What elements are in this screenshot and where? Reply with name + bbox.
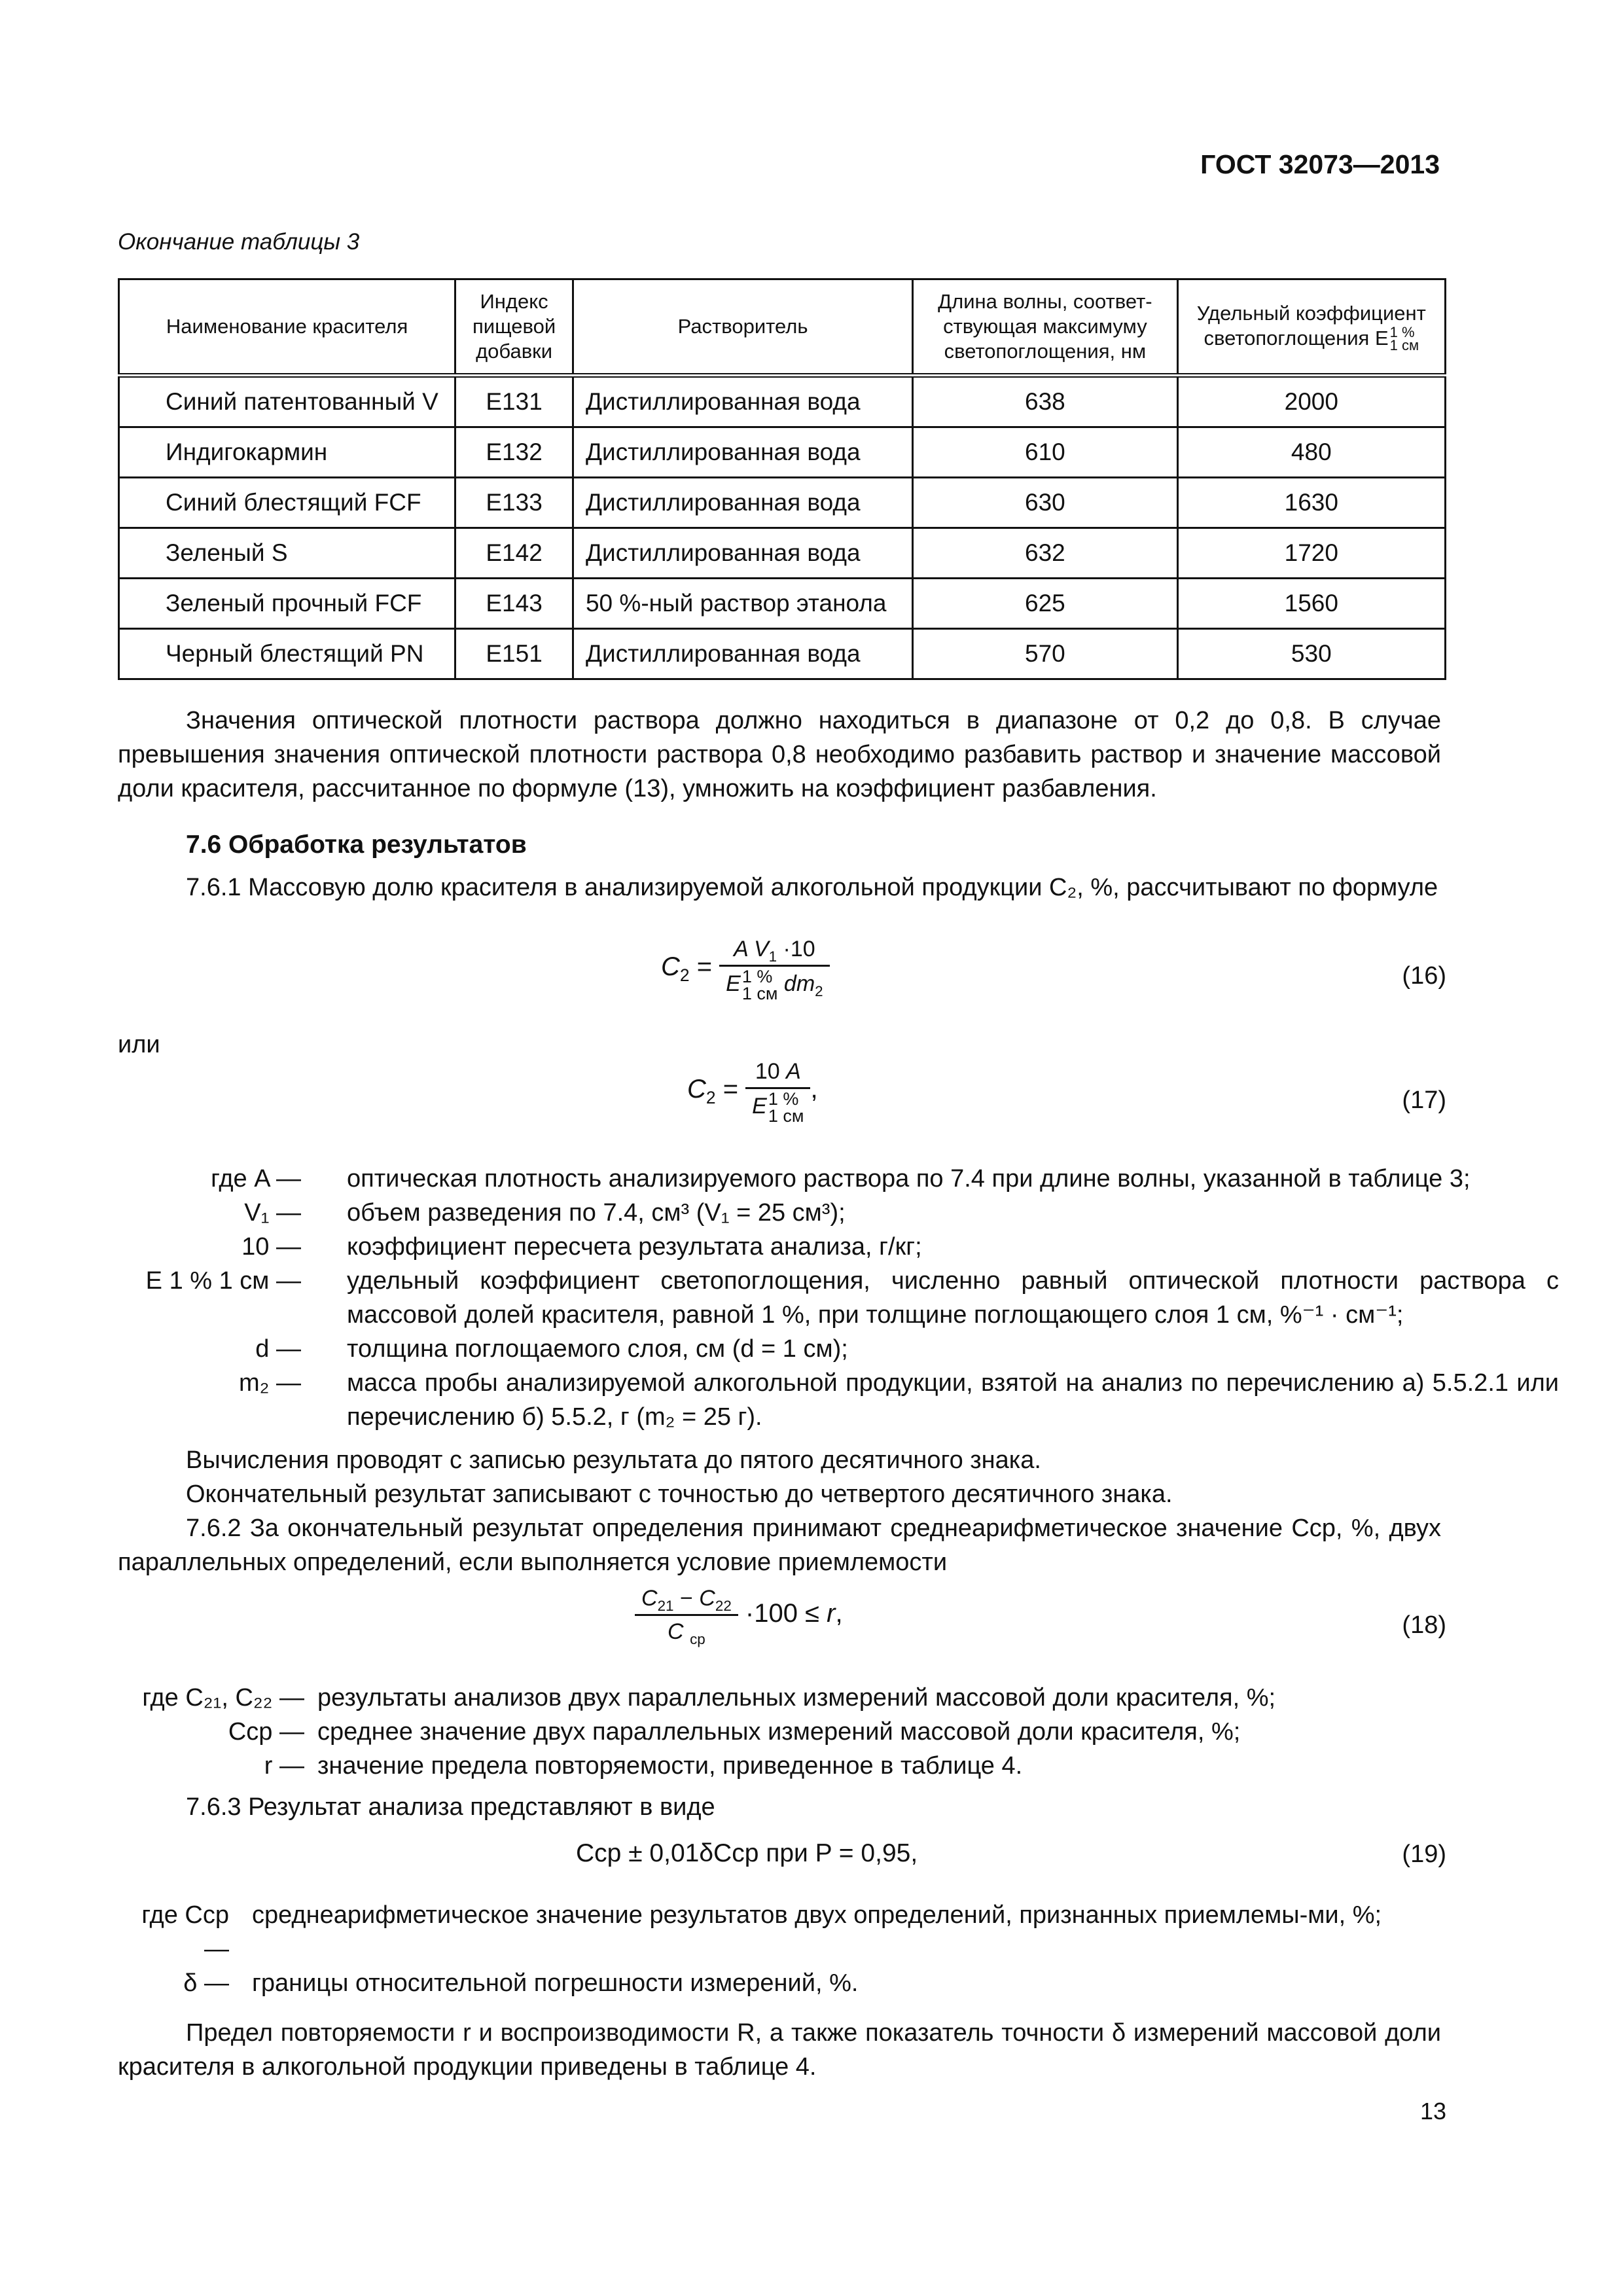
table-row [119,376,1446,427]
header-wavelength: Длина волны, соответ-ствующая максимуму светопоглощения, нм [913,279,1177,376]
page-number: 13 [1419,2098,1446,2125]
header-additive-index: Индекс пищевой добавки [455,279,573,376]
legend-definition: значение предела повторяемости, приведенное в таблице 4. [317,1752,1023,1780]
legend-symbol: δ — [183,1969,229,1997]
formula-19: Cср ± 0,01δCср при P = 0,95, [576,1839,918,1867]
formula-16: $C_2$ = A $V_1 \cdot 10$ E1 % 1 см $dm_2$ [661,935,830,1002]
legend-definition: среднее значение двух параллельных измерений массовой доли красителя, %; [317,1718,1241,1746]
paragraph-762: 7.6.2 За окончательный результат определения принимают среднеарифметическое значение Cср, %, двух параллельных определений, если выполняется условие приемлемости [118,1515,1441,1576]
table-row [119,579,1446,629]
paragraph-final: Предел повторяемости r и воспроизводимости R, а также показатель точности δ измерений массовой доли красителя в алкогольной продукции приведены в таблице 4. [118,2019,1441,2081]
cell-solvent: 50 %-ный раствор этанола [573,579,912,629]
cell-dye-name: Зеленый прочный FCF [119,579,455,629]
cell-dye-name: Зеленый S [119,528,455,579]
formula-18: $\frac{C_{21} - C_{22}}{C _{ср}}$ ·100 ≤ r, [635,1584,843,1646]
formula-17-fraction: 10 A E1 % 1 см [745,1057,810,1124]
formula-18-fraction: $\frac{C_{21} - C_{22}}{C _{ср}}$ [635,1584,738,1646]
header-dye-name: Наименование красителя [119,279,455,376]
legend-definition: толщина поглощаемого слоя, см (d = 1 см); [347,1335,848,1363]
legend-symbol: m₂ — [239,1369,301,1397]
calc-note-1: Вычисления проводят с записью результата до пятого десятичного знака. [186,1446,1041,1474]
document-header: ГОСТ 32073—2013 [1200,149,1440,179]
cell-coefficient: 1630 [1177,478,1445,528]
cell-dye-name: Синий блестящий FCF [119,478,455,528]
cell-index: E132 [455,427,573,478]
header-coefficient-script: 1 % 1 см [1389,324,1419,354]
cell-solvent: Дистиллированная вода [573,478,912,528]
cell-coefficient: 530 [1177,629,1445,679]
or-word: или [118,1031,160,1058]
legend-definition: границы относительной погрешности измерений, %. [252,1969,859,1997]
cell-index: E131 [455,376,573,427]
cell-solvent: Дистиллированная вода [573,528,912,579]
equation-number-18: (18) [1402,1611,1446,1639]
section-heading: 7.6 Обработка результатов [186,831,527,859]
legend-definition: коэффициент пересчета результата анализа, г/кг; [347,1233,922,1261]
header-coefficient [1177,279,1445,376]
legend-symbol: 10 — [241,1233,301,1261]
calc-note-2: Окончательный результат записывают с точностью до четвертого десятичного знака. [186,1480,1173,1508]
legend-definition: объем разведения по 7.4, см³ (V₁ = 25 см³); [347,1199,846,1227]
legend-formula-19 [118,1898,1446,2003]
legend-formula-16 [118,1162,1559,1443]
legend-symbol: V₁ — [244,1199,301,1227]
table-header-row [119,279,1446,376]
cell-wavelength: 625 [913,579,1177,629]
table-caption: Окончание таблицы 3 [118,229,360,255]
cell-coefficient: 1560 [1177,579,1445,629]
cell-dye-name: Индигокармин [119,427,455,478]
legend-symbol: где Cср — [141,1901,229,1963]
cell-wavelength: 570 [913,629,1177,679]
table-row [119,478,1446,528]
cell-index: E151 [455,629,573,679]
cell-coefficient: 480 [1177,427,1445,478]
table-row [119,427,1446,478]
legend-definition: среднеарифметическое значение результатов двух определений, признанных приемлемы-ми, %; [252,1901,1382,1929]
legend-symbol: E 1 % 1 см — [145,1267,301,1295]
cell-coefficient: 1720 [1177,528,1445,579]
legend-symbol: r — [264,1752,304,1780]
legend-formula-18 [118,1681,1446,1785]
paragraph-763: 7.6.3 Результат анализа представляют в виде [186,1793,715,1821]
legend-symbol: Cср — [228,1718,304,1746]
dye-table [118,278,1446,680]
paragraph-optical-density: Значения оптической плотности раствора должно находиться в диапазоне от 0,2 до 0,8. В случае превышения значения оптической плотности раствора 0,8 необходимо разбавить раствор и значение массовой доли красителя, рассчитанное по формуле (13), умножить на коэффициент разбавления. [118,707,1441,802]
cell-index: E143 [455,579,573,629]
table-row [119,528,1446,579]
header-solvent: Растворитель [573,279,912,376]
equation-number-16: (16) [1402,962,1446,990]
cell-dye-name: Черный блестящий PN [119,629,455,679]
legend-symbol: где C₂₁, C₂₂ — [142,1684,304,1712]
cell-wavelength: 610 [913,427,1177,478]
equation-number-19: (19) [1402,1840,1446,1868]
legend-definition: масса пробы анализируемой алкогольной продукции, взятой на анализ по перечислению а) 5.5.2.1 или перечислению б) 5.5.2, г (m₂ = 25 г). [347,1369,1559,1431]
cell-coefficient: 2000 [1177,376,1445,427]
table-row [119,629,1446,679]
cell-index: E133 [455,478,573,528]
cell-wavelength: 630 [913,478,1177,528]
cell-index: E142 [455,528,573,579]
legend-definition: удельный коэффициент светопоглощения, численно равный оптической плотности раствора с массовой долей красителя, равной 1 %, при толщине поглощающего слоя 1 см, %⁻¹ · см⁻¹; [347,1267,1559,1329]
cell-wavelength: 638 [913,376,1177,427]
formula-16-fraction: A $V_1 \cdot 10$ E1 % 1 см $dm_2$ [719,935,829,1002]
legend-definition: оптическая плотность анализируемого раствора по 7.4 при длине волны, указанной в таблице 3; [347,1165,1471,1193]
cell-solvent: Дистиллированная вода [573,427,912,478]
cell-wavelength: 632 [913,528,1177,579]
cell-solvent: Дистиллированная вода [573,629,912,679]
legend-definition: результаты анализов двух параллельных измерений массовой доли красителя, %; [317,1684,1276,1712]
cell-solvent: Дистиллированная вода [573,376,912,427]
cell-dye-name: Синий патентованный V [119,376,455,427]
header-coefficient-label: Удельный коэффициент светопоглощения E [1196,301,1426,350]
legend-symbol: где A — [211,1165,301,1193]
formula-17: $C_2$ = 10 A E1 % 1 см , [687,1057,818,1124]
equation-number-17: (17) [1402,1086,1446,1114]
paragraph-761: 7.6.1 Массовую долю красителя в анализируемой алкогольной продукции C₂, %, рассчитывают по формуле [186,874,1438,901]
legend-symbol: d — [255,1335,301,1363]
